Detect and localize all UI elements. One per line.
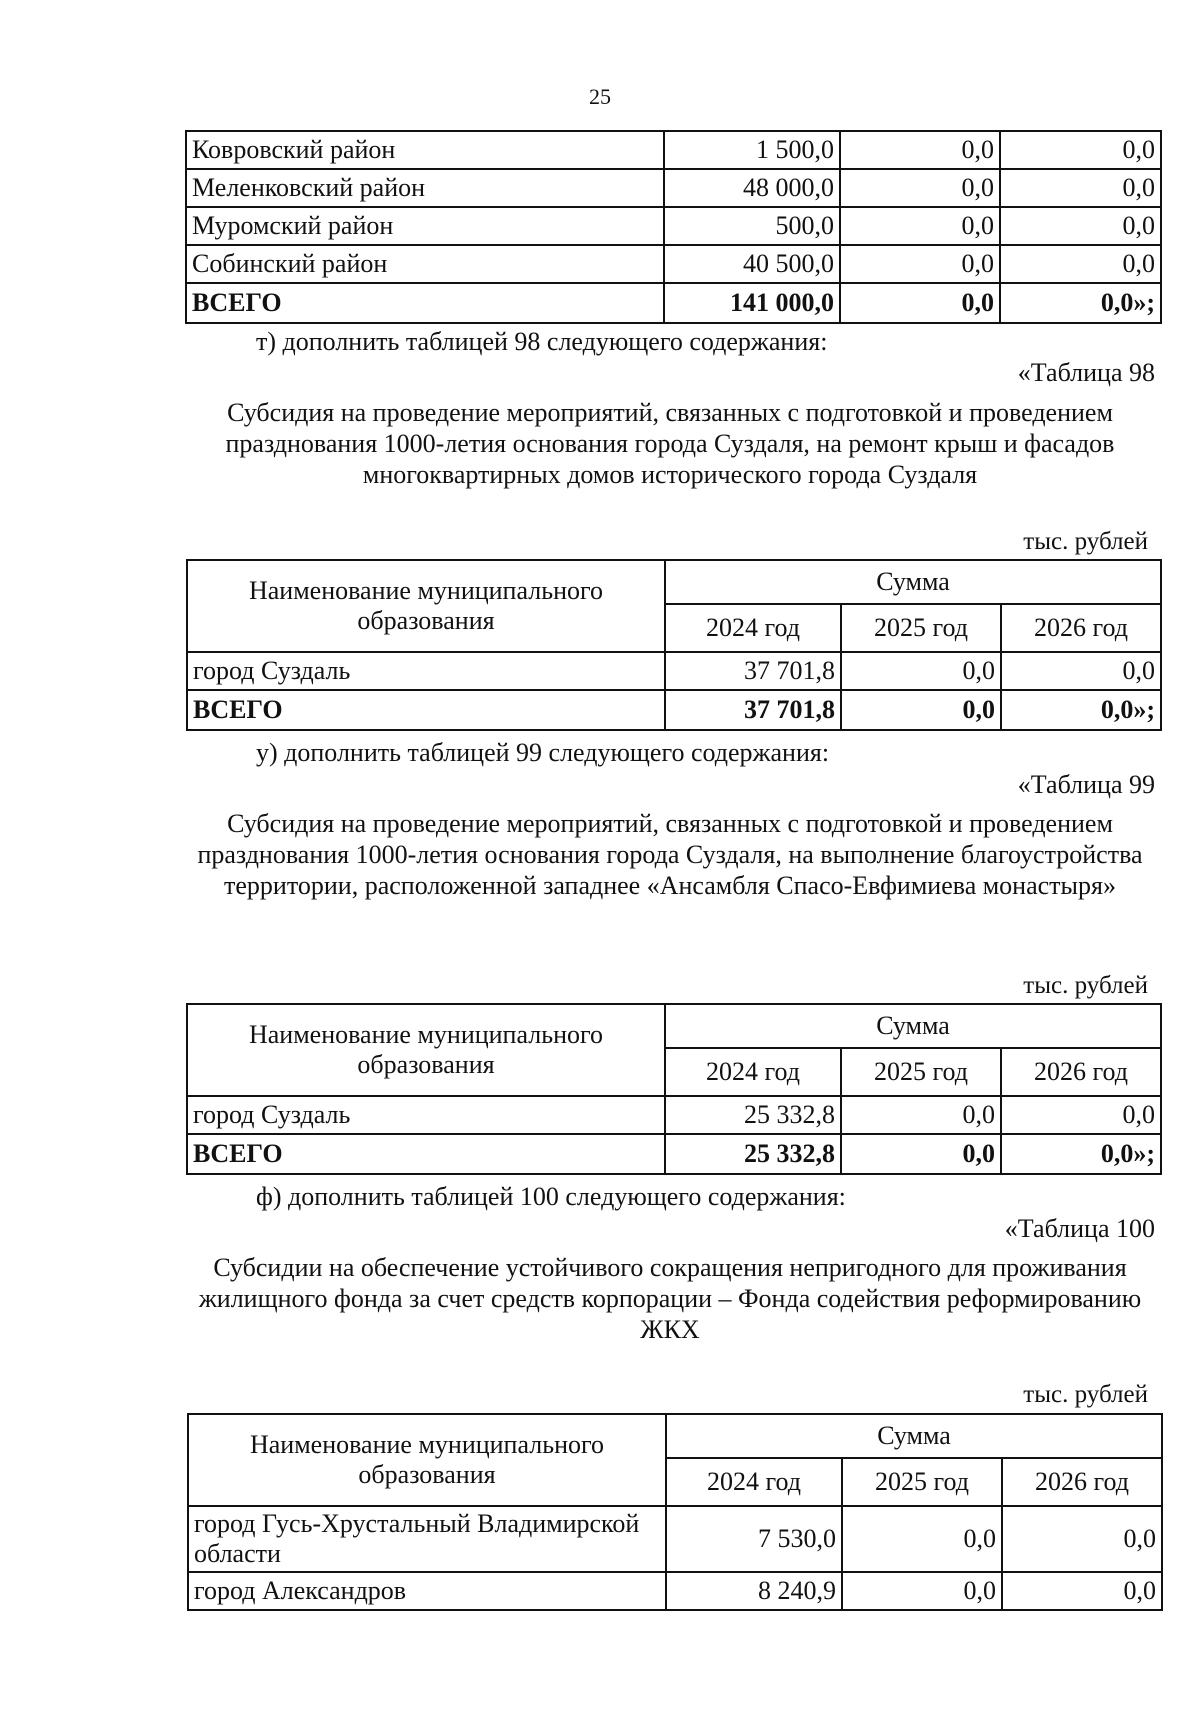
- table-row: [186, 245, 1161, 283]
- header-2026: 2026 год: [1001, 604, 1161, 652]
- row-name: город Суздаль: [187, 652, 665, 690]
- table-98: [186, 559, 1162, 731]
- unit-label: тыс. рублей: [1023, 528, 1148, 555]
- row-name: Меленковский район: [186, 169, 664, 207]
- total-2024: 37 701,8: [665, 690, 841, 730]
- table-99: [186, 1003, 1162, 1175]
- value-2026: 0,0: [1002, 1572, 1162, 1610]
- header-name-column: Наименование муниципального образования: [187, 1004, 665, 1096]
- value-2024: 1 500,0: [664, 131, 840, 169]
- instruction-t100: ф) дополнить таблицей 100 следующего содержания:: [256, 1182, 846, 1211]
- total-row: [187, 1134, 1161, 1174]
- value-2026: 0,0: [1001, 1096, 1161, 1134]
- header-name-column: Наименование муниципального образования: [188, 1414, 666, 1506]
- table-row: [188, 1506, 1162, 1572]
- table-99-label: «Таблица 99: [1017, 770, 1155, 799]
- value-2026: 0,0: [1000, 131, 1161, 169]
- instruction-t99: у) дополнить таблицей 99 следующего содержания:: [256, 738, 830, 767]
- header-2025: 2025 год: [841, 1048, 1001, 1096]
- row-name: город Суздаль: [187, 1096, 665, 1134]
- row-name: город Александров: [188, 1572, 666, 1610]
- value-2025: 0,0: [841, 652, 1001, 690]
- total-2025: 0,0: [840, 283, 1000, 323]
- table-row: [186, 207, 1161, 245]
- table-97-continued: [185, 130, 1162, 324]
- value-2024: 48 000,0: [664, 169, 840, 207]
- unit-label: тыс. рублей: [1023, 972, 1148, 999]
- total-row: [187, 690, 1161, 730]
- table-row: [186, 131, 1161, 169]
- table-99-title: Субсидия на проведение мероприятий, связанных с подготовкой и проведением празднования 1000-летия основания города Суздаля, на выполнение благоустройства территории, расположенной западнее «Ансамбля Спасо-Евфимиева монастыря»: [197, 809, 1143, 900]
- unit-label: тыс. рублей: [1023, 1381, 1148, 1408]
- value-2026: 0,0: [1000, 169, 1161, 207]
- value-2024: 25 332,8: [665, 1096, 841, 1134]
- header-sum: Сумма: [666, 1414, 1162, 1458]
- instruction-t98: т) дополнить таблицей 98 следующего содержания:: [256, 327, 828, 356]
- row-name: Собинский район: [186, 245, 664, 283]
- value-2025: 0,0: [840, 245, 1000, 283]
- value-2024: 500,0: [664, 207, 840, 245]
- table-row: [188, 1572, 1162, 1610]
- row-name: город Гусь-Хрустальный Владимирской области: [188, 1506, 666, 1572]
- header-sum: Сумма: [665, 1004, 1161, 1048]
- total-row: [186, 283, 1161, 323]
- value-2025: 0,0: [840, 131, 1000, 169]
- header-2025: 2025 год: [841, 604, 1001, 652]
- header-2026: 2026 год: [1002, 1458, 1162, 1506]
- value-2025: 0,0: [842, 1506, 1002, 1572]
- total-2026: 0,0»;: [1000, 283, 1161, 323]
- table-100: [187, 1413, 1163, 1611]
- header-2024: 2024 год: [665, 604, 841, 652]
- table-row: [187, 652, 1161, 690]
- table-100-label: «Таблица 100: [1004, 1214, 1155, 1243]
- page-number: 25: [589, 84, 611, 109]
- header-name-column: Наименование муниципального образования: [187, 560, 665, 652]
- value-2026: 0,0: [1000, 245, 1161, 283]
- table-98-title: Субсидия на проведение мероприятий, связанных с подготовкой и проведением празднования 1000-летия основания города Суздаля, на ремонт крыш и фасадов многоквартирных домов исторического города Суздаля: [225, 398, 1115, 489]
- value-2024: 40 500,0: [664, 245, 840, 283]
- value-2024: 37 701,8: [665, 652, 841, 690]
- total-2026: 0,0»;: [1001, 1134, 1161, 1174]
- header-2024: 2024 год: [666, 1458, 842, 1506]
- total-2025: 0,0: [841, 1134, 1001, 1174]
- total-label: ВСЕГО: [186, 283, 664, 323]
- total-label: ВСЕГО: [187, 690, 665, 730]
- value-2025: 0,0: [841, 1096, 1001, 1134]
- total-2024: 25 332,8: [665, 1134, 841, 1174]
- value-2024: 7 530,0: [666, 1506, 842, 1572]
- total-label: ВСЕГО: [187, 1134, 665, 1174]
- value-2026: 0,0: [1000, 207, 1161, 245]
- total-2024: 141 000,0: [664, 283, 840, 323]
- value-2026: 0,0: [1002, 1506, 1162, 1572]
- total-2025: 0,0: [841, 690, 1001, 730]
- row-name: Муромский район: [186, 207, 664, 245]
- table-row: [187, 1096, 1161, 1134]
- header-2025: 2025 год: [842, 1458, 1002, 1506]
- table-100-title: Субсидии на обеспечение устойчивого сокращения непригодного для проживания жилищного фонда за счет средств корпорации – Фонда содействия реформированию ЖКХ: [198, 1253, 1142, 1344]
- total-2026: 0,0»;: [1001, 690, 1161, 730]
- table-98-label: «Таблица 98: [1017, 358, 1155, 387]
- header-2026: 2026 год: [1001, 1048, 1161, 1096]
- table-row: [186, 169, 1161, 207]
- row-name: Ковровский район: [186, 131, 664, 169]
- value-2025: 0,0: [840, 169, 1000, 207]
- header-sum: Сумма: [665, 560, 1161, 604]
- value-2026: 0,0: [1001, 652, 1161, 690]
- value-2025: 0,0: [840, 207, 1000, 245]
- value-2025: 0,0: [842, 1572, 1002, 1610]
- header-2024: 2024 год: [665, 1048, 841, 1096]
- value-2024: 8 240,9: [666, 1572, 842, 1610]
